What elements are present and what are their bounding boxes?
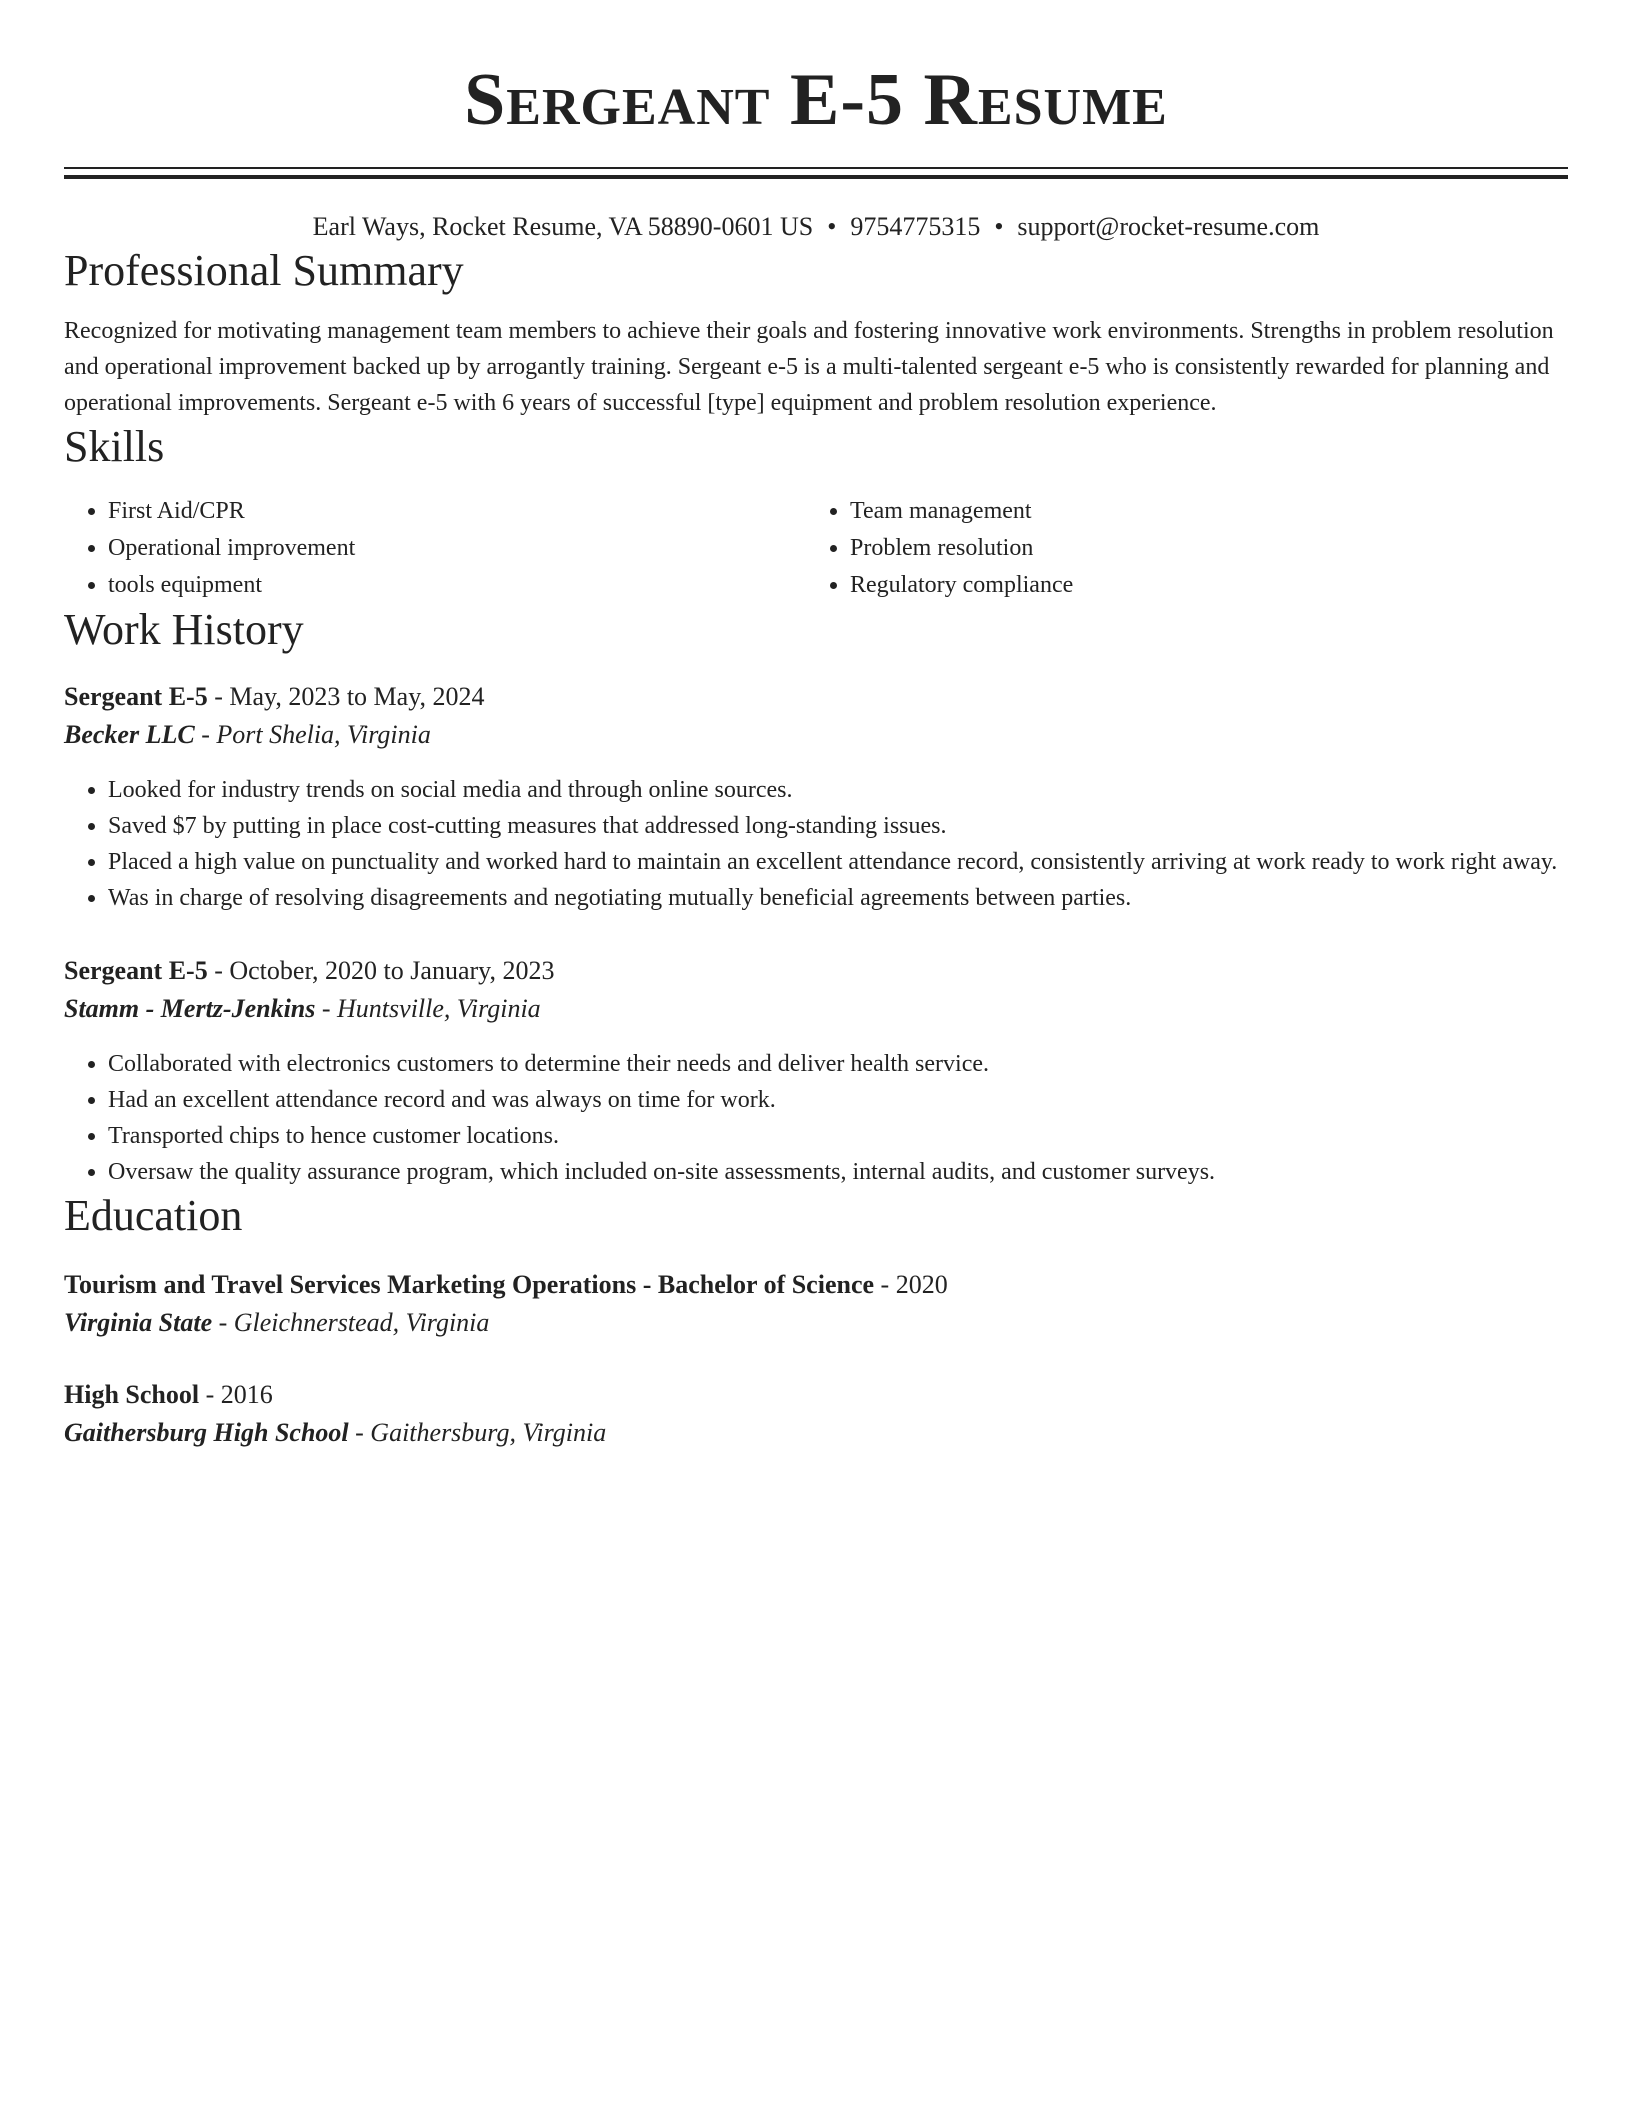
title-divider-thin	[64, 167, 1568, 169]
duty-item: • Had an excellent attendance record and was always on time for work.	[108, 1082, 1568, 1118]
duty-item: • Placed a high value on punctuality and worked hard to maintain an excellent attendance record, consistently arriving at work ready to work right away.	[108, 844, 1568, 880]
work-history-heading: Work History	[64, 605, 304, 654]
duty-item: • Transported chips to hence customer locations.	[108, 1118, 1568, 1154]
education-degree: High School	[64, 1380, 200, 1409]
job-title-line	[64, 952, 1568, 990]
education-entry	[64, 1376, 1568, 1452]
job-location: - Port Shelia, Virginia	[194, 720, 431, 749]
education-school: Virginia State	[64, 1308, 213, 1337]
duty-item: • Looked for industry trends on social media and through online sources.	[108, 772, 1568, 808]
education-school-line	[64, 1414, 1568, 1452]
job-title: Sergeant E-5	[64, 956, 208, 985]
resume-title: Sergeant E-5 Resume	[464, 59, 1168, 141]
education-degree-line	[64, 1266, 1568, 1304]
education-degree-line	[64, 1376, 1568, 1414]
education-location: - Gleichnerstead, Virginia	[212, 1308, 490, 1337]
job-entry	[64, 952, 1568, 1190]
education-entry	[64, 1266, 1568, 1342]
resume-page	[64, 0, 1568, 1452]
job-dates: - May, 2023 to May, 2024	[207, 682, 485, 711]
education-school-line	[64, 1304, 1568, 1342]
skill-item: • Regulatory compliance	[850, 567, 1548, 604]
job-duties	[64, 772, 1568, 916]
skills-column-right	[806, 493, 1548, 604]
job-title-line	[64, 678, 1568, 716]
education-heading: Education	[64, 1191, 243, 1240]
job-entry	[64, 678, 1568, 916]
summary-heading: Professional Summary	[64, 246, 464, 295]
skill-item: • Operational improvement	[108, 530, 806, 567]
job-duties	[64, 1046, 1568, 1190]
job-location: - Huntsville, Virginia	[315, 994, 541, 1023]
education-school: Gaithersburg High School	[64, 1418, 349, 1447]
skill-item: • tools equipment	[108, 567, 806, 604]
contact-phone: 9754775315	[850, 212, 981, 241]
job-company-line	[64, 716, 1568, 754]
contact-line	[64, 209, 1568, 245]
education-location: - Gaithersburg, Virginia	[348, 1418, 607, 1447]
contact-separator: •	[994, 212, 1004, 241]
job-dates: - October, 2020 to January, 2023	[207, 956, 555, 985]
job-company: Becker LLC	[64, 720, 195, 749]
duty-item: • Was in charge of resolving disagreements and negotiating mutually beneficial agreements between parties.	[108, 880, 1568, 916]
duty-item: • Collaborated with electronics customers to determine their needs and deliver health service.	[108, 1046, 1568, 1082]
skill-item: • First Aid/CPR	[108, 493, 806, 530]
duty-item: • Oversaw the quality assurance program, which included on-site assessments, internal audits, and customer surveys.	[108, 1154, 1568, 1190]
skills-heading: Skills	[64, 422, 165, 471]
duty-item: • Saved $7 by putting in place cost-cutting measures that addressed long-standing issues.	[108, 808, 1568, 844]
job-title: Sergeant E-5	[64, 682, 208, 711]
contact-separator: •	[827, 212, 837, 241]
job-company: Stamm - Mertz-Jenkins	[64, 994, 316, 1023]
education-year: - 2016	[199, 1380, 273, 1409]
summary-text: Recognized for motivating management team members to achieve their goals and fostering innovative work environments. Strengths in problem resolution and operational improvement backed up by arrogantly training. Sergeant e-5 is a multi-talented sergeant e-5 who is consistently rewarded for planning and operational improvements. Sergeant e-5 with 6 years of successful [type] equipment and problem resolution experience.	[64, 318, 1554, 416]
education-degree: Tourism and Travel Services Marketing Operations - Bachelor of Science	[64, 1270, 875, 1299]
job-company-line	[64, 990, 1568, 1028]
skills-column-left	[64, 493, 806, 604]
contact-email: support@rocket-resume.com	[1017, 212, 1320, 241]
title-divider-thick	[64, 175, 1568, 179]
skill-item: • Problem resolution	[850, 530, 1548, 567]
education-year: - 2020	[874, 1270, 948, 1299]
skills-list	[64, 493, 1568, 604]
skill-item: • Team management	[850, 493, 1548, 530]
contact-address: Earl Ways, Rocket Resume, VA 58890-0601 US	[312, 212, 814, 241]
